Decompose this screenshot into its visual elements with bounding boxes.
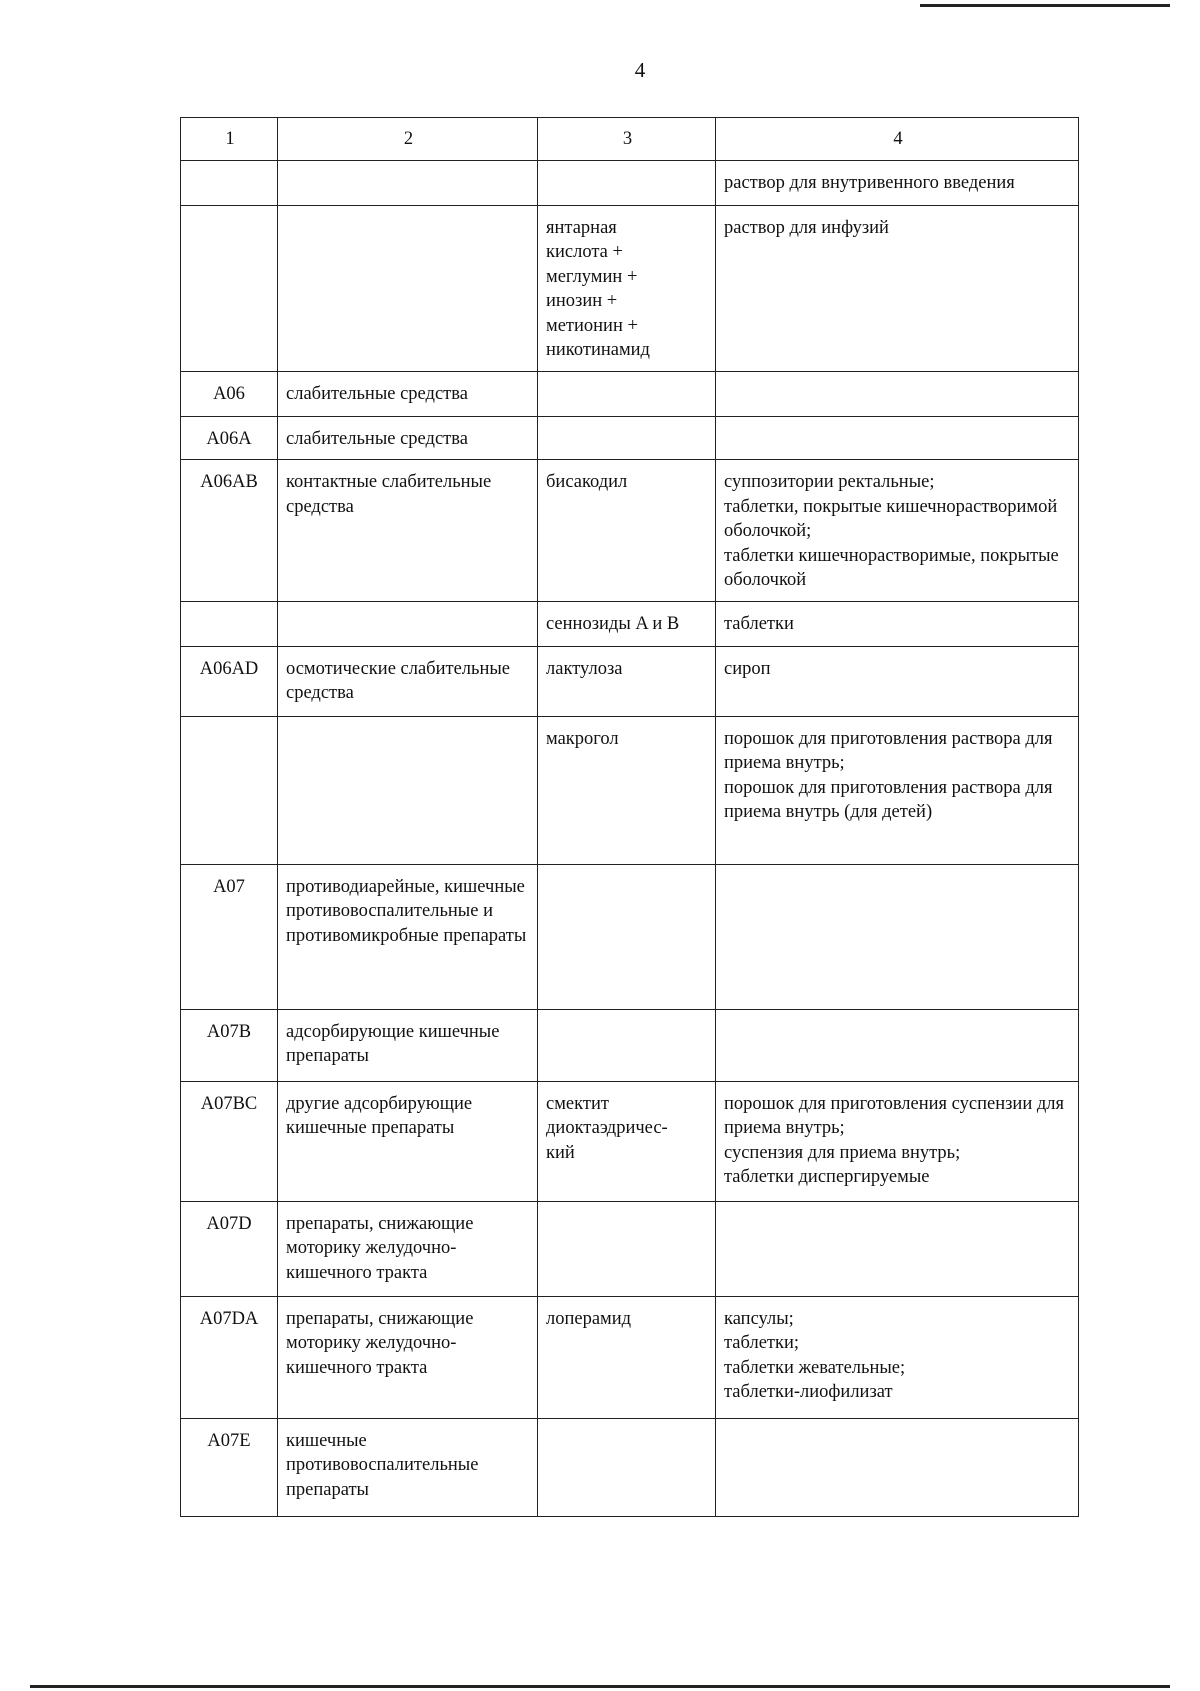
table-row [181, 1081, 1079, 1201]
atc-code-cell: A07DA [181, 1296, 278, 1418]
substance-cell [538, 160, 716, 205]
atc-code-cell: A06 [181, 371, 278, 416]
table-header-row [181, 118, 1079, 161]
group-name-cell [278, 716, 538, 864]
group-name-cell [278, 205, 538, 371]
dosage-forms-cell [716, 601, 1079, 646]
substance-cell [538, 646, 716, 716]
table-row [181, 716, 1079, 864]
substance-line: никотинамид [546, 340, 650, 360]
substance-line: меглумин + [546, 266, 638, 287]
atc-code-cell [181, 160, 278, 205]
substance-line: янтарная [546, 217, 617, 238]
bottom-border-rule [30, 1685, 1170, 1688]
group-name-cell: другие адсорбирующие кишечные препараты [278, 1081, 538, 1201]
top-border-rule [920, 4, 1170, 7]
table-row [181, 601, 1079, 646]
substance-cell [538, 1296, 716, 1418]
dosage-forms-cell [716, 460, 1079, 602]
atc-code-cell [181, 716, 278, 864]
dosage-forms-cell [716, 1418, 1079, 1516]
substance-cell [538, 416, 716, 460]
atc-code-cell [181, 601, 278, 646]
dosage-forms-cell [716, 160, 1079, 205]
atc-code-cell: A07BC [181, 1081, 278, 1201]
dosage-forms-cell [716, 205, 1079, 371]
substance-cell [538, 460, 716, 602]
table-row [181, 646, 1079, 716]
group-name-cell: слабительные средства [278, 371, 538, 416]
substance-cell [538, 1009, 716, 1081]
column-header-4: 4 [716, 118, 1079, 161]
substance-line: макрогол [546, 728, 619, 749]
table-row [181, 160, 1079, 205]
substance-cell [538, 1201, 716, 1296]
dosage-forms-cell [716, 1081, 1079, 1201]
group-name-cell: препараты, снижающие моторику желудочно-кишечного тракта [278, 1296, 538, 1418]
group-name-cell: препараты, снижающие моторику желудочно-кишечного тракта [278, 1201, 538, 1296]
substance-cell [538, 371, 716, 416]
substance-line: бисакодил [546, 472, 628, 492]
dosage-form-line: раствор для внутривенного введения [724, 172, 1015, 193]
group-name-cell: противодиарейные, кишечные противовоспалительные и противомикробные препараты [278, 864, 538, 1009]
substance-line: лактулоза [546, 658, 623, 679]
substance-cell [538, 716, 716, 864]
column-header-2: 2 [278, 118, 538, 161]
atc-code-cell: A06AD [181, 646, 278, 716]
substance-cell [538, 1418, 716, 1516]
table-row [181, 864, 1079, 1009]
dosage-form-line: раствор для инфузий [724, 217, 889, 238]
atc-code-cell: A07E [181, 1418, 278, 1516]
dosage-form-line: порошок для приготовления раствора для приема внутрь; [724, 728, 1053, 773]
table-row [181, 1201, 1079, 1296]
atc-code-cell: A07 [181, 864, 278, 1009]
dosage-forms-cell [716, 416, 1079, 460]
dosage-form-line: таблетки, покрытые кишечнорастворимой оболочкой; [724, 496, 1058, 541]
table-row [181, 1009, 1079, 1081]
dosage-forms-cell [716, 1201, 1079, 1296]
group-name-cell: адсорбирующие кишечные препараты [278, 1009, 538, 1081]
dosage-form-line: таблетки жевательные; [724, 1357, 906, 1378]
dosage-form-line: таблетки [724, 613, 794, 634]
dosage-forms-cell [716, 864, 1079, 1009]
dosage-forms-cell [716, 646, 1079, 716]
dosage-form-line: порошок для приготовления суспензии для приема внутрь; [724, 1093, 1065, 1138]
table-row [181, 1418, 1079, 1516]
dosage-forms-cell [716, 1009, 1079, 1081]
substance-cell [538, 205, 716, 371]
substance-cell [538, 864, 716, 1009]
atc-code-cell: A06AB [181, 460, 278, 602]
dosage-form-line: таблетки кишечнорастворимые, покрытые оболочкой [724, 545, 1059, 590]
dosage-forms-cell [716, 1296, 1079, 1418]
substance-line: кислота + [546, 242, 623, 262]
dosage-form-line: суппозитории ректальные; [724, 472, 935, 492]
dosage-forms-cell [716, 371, 1079, 416]
group-name-cell [278, 601, 538, 646]
dosage-forms-cell [716, 716, 1079, 864]
page-number: 4 [634, 58, 646, 82]
substance-line: лоперамид [546, 1308, 632, 1329]
dosage-form-line: суспензия для приема внутрь; [724, 1142, 961, 1163]
substance-line: метионин + [546, 315, 638, 336]
group-name-cell: контактные слабительные средства [278, 460, 538, 602]
table-body [181, 118, 1079, 1517]
column-header-1: 1 [181, 118, 278, 161]
substance-line: смектит [546, 1093, 609, 1114]
atc-code-cell [181, 205, 278, 371]
substance-cell [538, 601, 716, 646]
dosage-form-line: таблетки диспергируемые [724, 1167, 930, 1187]
group-name-cell [278, 160, 538, 205]
table-row [181, 205, 1079, 371]
substance-line: инозин + [546, 291, 618, 311]
table-row [181, 460, 1079, 602]
column-header-3: 3 [538, 118, 716, 161]
substance-line: кий [546, 1142, 575, 1163]
dosage-form-line: капсулы; [724, 1308, 794, 1329]
table-row [181, 1296, 1079, 1418]
table-row [181, 416, 1079, 460]
substance-line: диоктаэдричес- [546, 1118, 668, 1138]
atc-code-cell: A07B [181, 1009, 278, 1081]
atc-code-cell: A06A [181, 416, 278, 460]
atc-code-cell: A07D [181, 1201, 278, 1296]
group-name-cell: кишечные противовоспалительные препараты [278, 1418, 538, 1516]
table-row [181, 371, 1079, 416]
substance-line: сеннозиды A и B [546, 613, 680, 634]
medication-table [180, 117, 1079, 1517]
dosage-form-line: сироп [724, 658, 771, 679]
dosage-form-line: порошок для приготовления раствора для приема внутрь (для детей) [724, 777, 1053, 822]
group-name-cell: осмотические слабительные средства [278, 646, 538, 716]
dosage-form-line: таблетки; [724, 1333, 800, 1353]
dosage-form-line: таблетки-лиофилизат [724, 1382, 893, 1402]
group-name-cell: слабительные средства [278, 416, 538, 460]
substance-cell [538, 1081, 716, 1201]
